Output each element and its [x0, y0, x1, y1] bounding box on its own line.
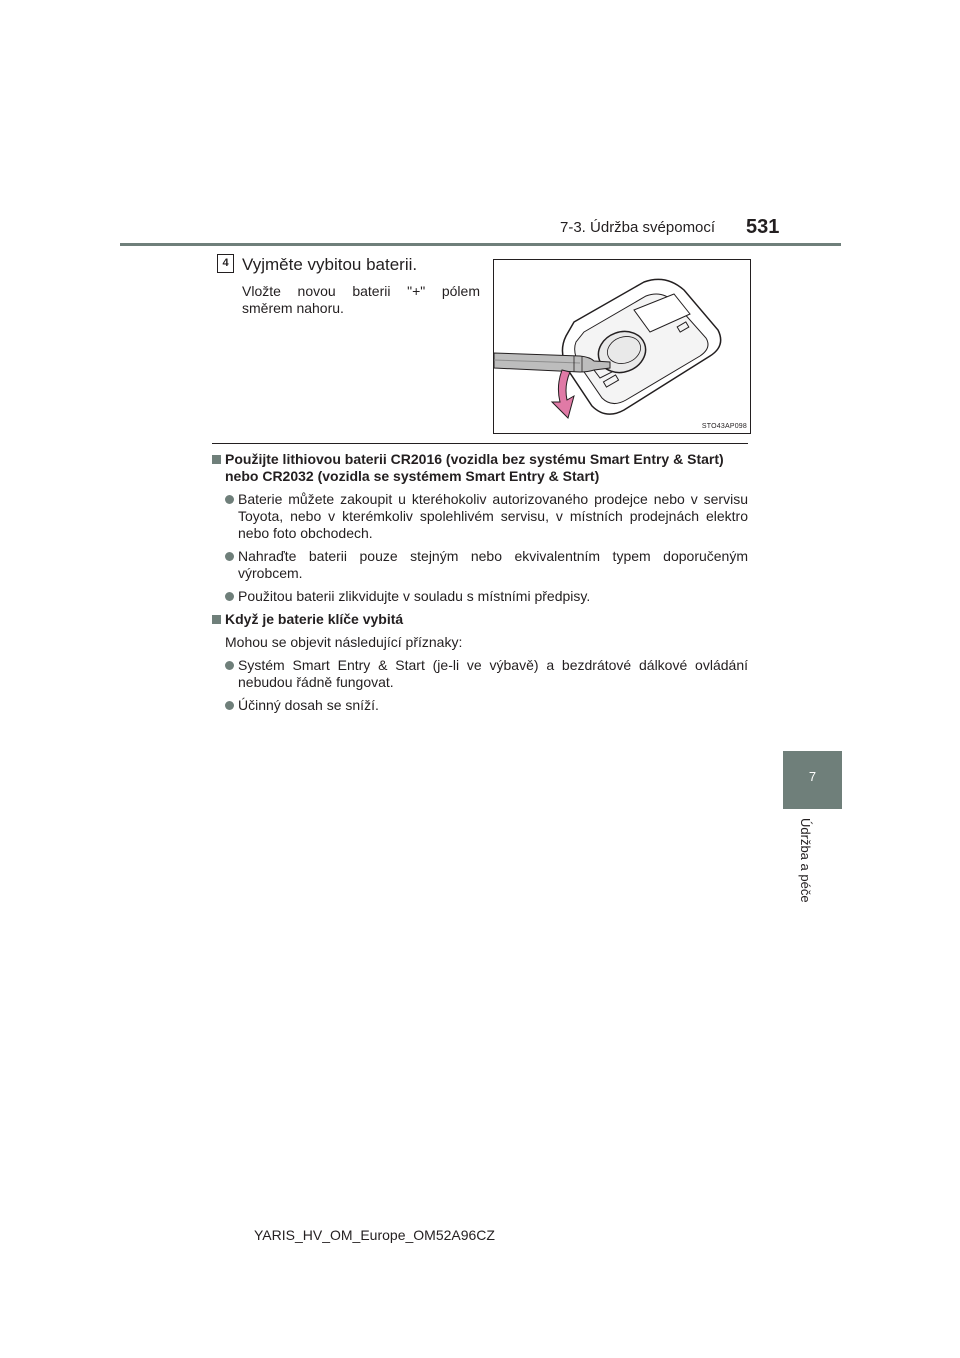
step-number-box: 4 — [217, 254, 234, 273]
note-heading-text: Když je baterie klíče vybitá — [225, 611, 404, 627]
chapter-tab-label: Údržba a péče — [798, 818, 813, 903]
round-bullet-icon — [225, 701, 234, 710]
list-item-text: Baterie můžete zakoupit u kteréhokoliv autorizovaného prodejce nebo v servisu Toyota, nebo v kterémkoliv spolehlivém servisu, v místních prodejnách elektro nebo foto obchodech. — [238, 491, 748, 541]
square-bullet-icon — [212, 455, 221, 464]
footer-document-code: YARIS_HV_OM_Europe_OM52A96CZ — [254, 1227, 495, 1243]
list-item — [212, 491, 748, 542]
step-title: Vyjměte vybitou baterii. — [242, 255, 418, 274]
list-item — [212, 697, 748, 714]
key-battery-drawing — [494, 260, 750, 433]
page-number: 531 — [746, 216, 780, 238]
chapter-tab-number: 7 — [808, 769, 817, 784]
battery-illustration — [493, 259, 751, 434]
round-bullet-icon — [225, 495, 234, 504]
notes-content — [212, 451, 748, 720]
section-divider — [212, 443, 748, 444]
list-item — [212, 548, 748, 582]
note-heading-battery-type — [212, 451, 748, 485]
chapter-tab[interactable] — [783, 751, 842, 809]
note-intro: Mohou se objevit následující příznaky: — [225, 634, 463, 650]
rotation-arrow — [552, 370, 574, 418]
list-item-text: Účinný dosah se sníží. — [238, 697, 379, 713]
header-rule — [120, 243, 841, 246]
round-bullet-icon — [225, 592, 234, 601]
note-heading-battery-low — [212, 611, 748, 628]
round-bullet-icon — [225, 552, 234, 561]
list-item-text: Použitou baterii zlikvidujte v souladu s místními předpisy. — [238, 588, 591, 604]
list-item — [212, 588, 748, 605]
step-description: Vložte novou baterii "+" pólem směrem nahoru. — [242, 283, 480, 316]
square-bullet-icon — [212, 615, 221, 624]
header-section-title: 7-3. Údržba svépomocí — [560, 219, 716, 236]
list-item-text: Nahraďte baterii pouze stejným nebo ekvivalentním typem doporučeným výrobcem. — [238, 548, 748, 581]
note-heading-text: Použijte lithiovou baterii CR2016 (vozidla bez systému Smart Entry & Start) nebo CR2032 (vozidla se systémem Smart Entry & Start) — [225, 451, 724, 484]
list-item-text: Systém Smart Entry & Start (je-li ve výbavě) a bezdrátové dálkové ovládání nebudou řádně fungovat. — [238, 657, 748, 690]
list-item — [212, 657, 748, 691]
figure-code: STO43AP098 — [701, 423, 747, 430]
round-bullet-icon — [225, 661, 234, 670]
